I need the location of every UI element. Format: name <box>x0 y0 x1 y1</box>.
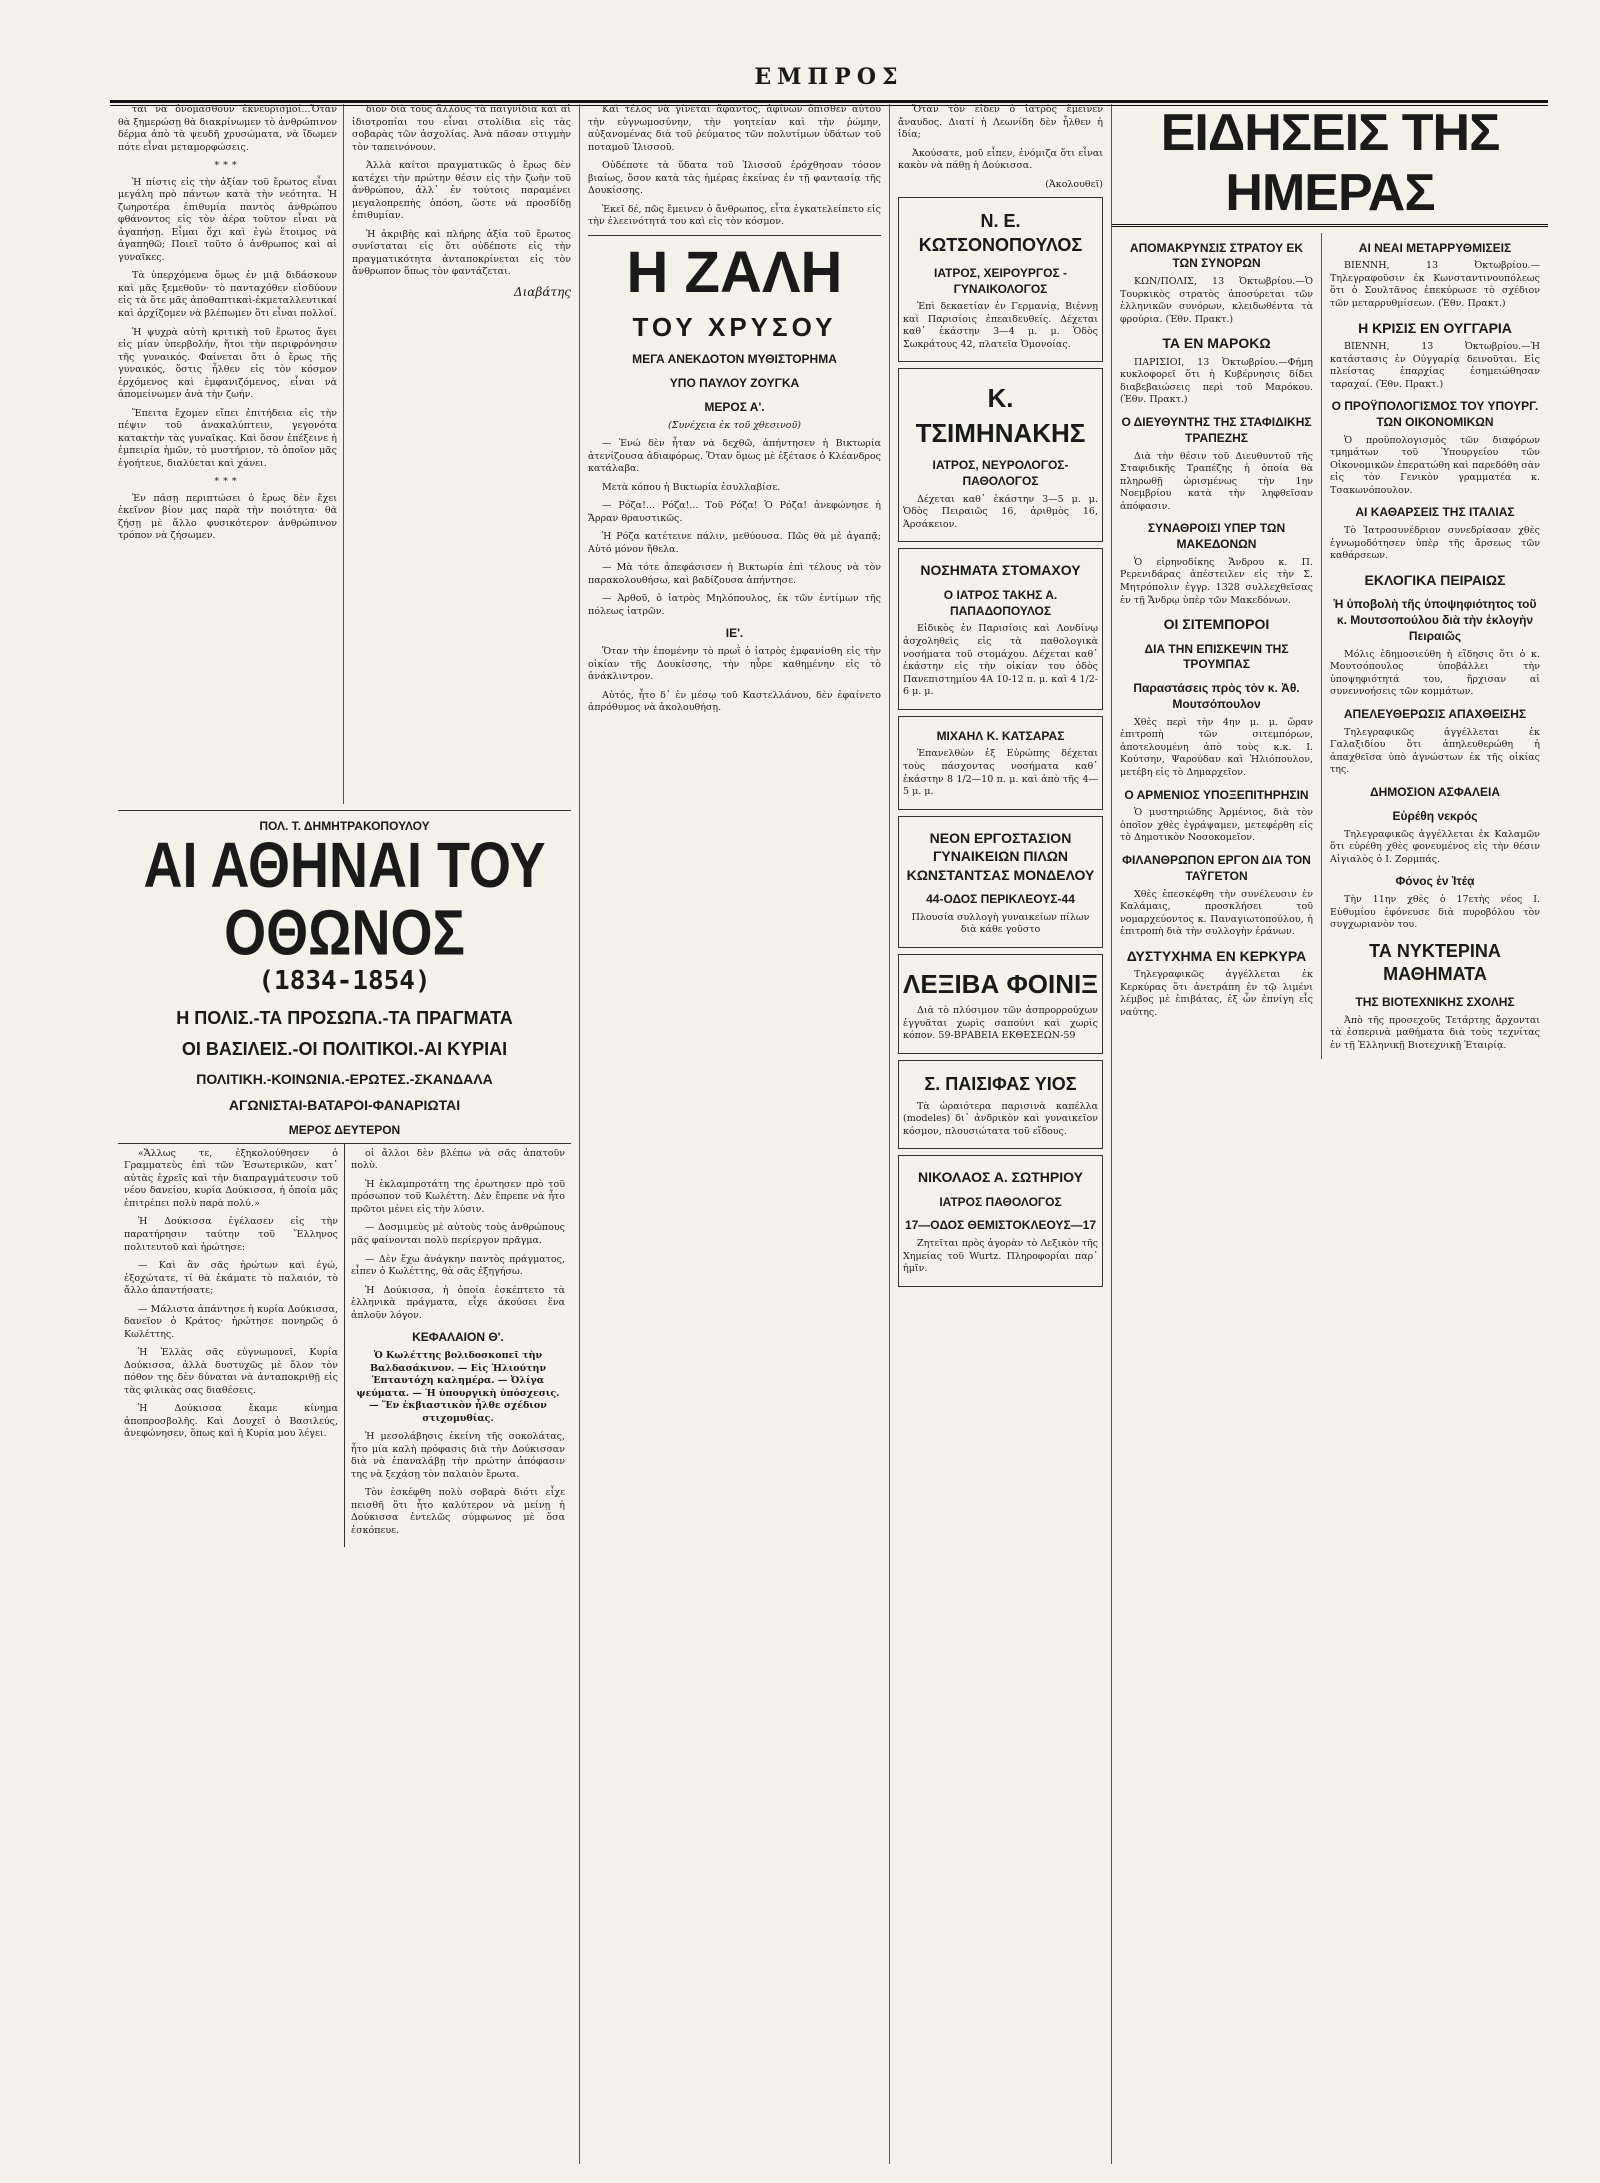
news-subheadline: Εὑρέθη νεκρός <box>1392 808 1478 823</box>
ad-title: ΙΑΤΡΟΣ, ΧΕΙΡΟΥΡΓΟΣ - ΓΥΝΑΙΚΟΛΟΓΟΣ <box>934 265 1067 296</box>
news-text: Χθὲς περὶ τὴν 4ην μ. μ. ὥραν ἐπιτροπὴ τῶν σιτεμπόρων, ἀποτελουμένη ἀπὸ τοὺς κ.κ. Ι. Κούτσην, Ψαρούδαν καὶ Ἠλιόπουλον, μετέβη εἰς τὸ Δημαρχεῖον. <box>1120 716 1313 778</box>
ad-text: Διὰ τὸ πλύσιμον τῶν ἀσπρορρούχων ἐγγυᾶται χωρὶς σαπούνι καὶ χωρὶς κόπον. 59-ΒΡΑΒΕΙΑ ΕΚΘΕΣΕΩΝ-59 <box>903 1005 1098 1042</box>
ad-text: Τὰ ὡραιότερα παρισινὰ καπέλλα (modeles) δι᾿ ἀνδρικὸν καὶ γυναικεῖον κόσμον, πλουσιώτατα τοῦ εἴδους. <box>903 1100 1098 1137</box>
serial-paragraph: οἱ ἄλλοι δὲν βλέπω νὰ σᾶς ἀπατοῦν πολὺ. <box>351 1147 565 1172</box>
news-heading: ΕΙΔΗΣΕΙΣ ΤΗΣ ΗΜΕΡΑΣ <box>1112 104 1548 227</box>
novel-paragraph: Αὐτός, ἦτο δ᾿ ἐν μέσῳ τοῦ Καστελλάνου, δὲν ἐφαίνετο ἀπρόθυμος νὰ ἀκολουθήσῃ. <box>588 689 881 714</box>
newspaper-title: ΕΜΠΡΟΣ <box>754 64 904 90</box>
news-headline: ΔΥΣΤΥΧΗΜΑ ΕΝ ΚΕΡΚΥΡΑ <box>1126 947 1307 964</box>
chapter-summary: Ὁ Κωλέττης βολιδοσκοπεῖ τὴν Βαλδασάκινον. — Εἰς Ἠλιούτην Ἑπταυτόχη καλημέρα. — Ὀλίγα ψεύματα. — Ἡ ὑπουργικὴ ὑπόσχεσις. — Ἕν ἐκβιαστικὸν ἦλθε σχέδιον στιχομυθίας. <box>356 1349 560 1424</box>
essay-paragraph: Ἔπειτα ἔχομεν εἴπει ἐπιτήδεια εἰς τὴν πέψιν τοῦ ἀνακαλύπτειν, γεγονότα κατακτὴν τὰς γυναῖκας. Καὶ ὅσον ἐπέξεινε ἡ ἐμπειρία ἡμῶν, τὸ μυστήριον, τὸ ὁποῖον μᾶς ἐγοήτευε, διαλύεται καὶ χάνει. <box>118 407 337 469</box>
serial-subtitle: ΠΟΛΙΤΙΚΗ.-ΚΟΙΝΩΝΙΑ.-ΕΡΩΤΕΣ.-ΣΚΑΝΔΑΛΑ <box>196 1071 493 1088</box>
news-text: Τὸ Ἰατροσυνέδριον συνεδρίασαν χθὲς ἐγνωμοδότησεν ὑπὲρ τῆς ἄρσεως τῶν καθάρσεων. <box>1330 525 1540 562</box>
novel-continued: (Συνέχεια ἐκ τοῦ χθεσινοῦ) <box>668 419 801 431</box>
column-ads <box>890 104 1112 2164</box>
news-headline: ΑΠΟΜΑΚΡΥΝΣΙΣ ΣΤΡΑΤΟΥ ΕΚ ΤΩΝ ΣΥΝΟΡΩΝ <box>1129 240 1304 271</box>
novel-paragraph: Μετὰ κόπου ἡ Βικτωρία ἐσυλλαβίσε. <box>602 481 781 493</box>
news-subheadline: Φόνος ἐν Ἰτέᾳ <box>1395 874 1475 889</box>
news-text: Διὰ τὴν θέσιν τοῦ Διευθυντοῦ τῆς Σταφιδικῆς Τραπέζης ἡ ὁποία θὰ πληρωθῇ ὡρισμένως τὴν 1ην Νοεμβρίου κατὰ τὴν ληφθεῖσαν ἀπόφασιν. <box>1120 450 1313 512</box>
story-paragraph: Ὅταν τὸν εἶδεν ὁ ἰατρὸς ἔμεινεν ἄναυδος. Διατί ἡ Λεωνίδη δὲν ἦλθεν ἡ ἰδία; <box>898 104 1103 141</box>
news-headline: ΑΠΕΛΕΥΘΕΡΩΣΙΣ ΑΠΑΧΘΕΙΣΗΣ <box>1343 706 1527 721</box>
novel-paragraph: — Ρόζα!... Ρόζα!... Τοῦ Ρόζα! Ὁ Ρόζα! ἀνεφώνησε ἡ Ἄρραν θραυστικῶς. <box>588 500 881 524</box>
novel-title-2: ΤΟΥ ΧΡΥΣΟΥ <box>632 311 837 342</box>
news-subheadline: ΤΗΣ ΒΙΟΤΕΧΝΙΚΗΣ ΣΧΟΛΗΣ <box>1355 995 1515 1010</box>
novel-paragraph: — Ἐνώ δὲν ἦταν νὰ δεχθῶ, ἀπήντησεν ἡ Βικτωρία ἀτενίζουσα ἀδιαφόρως. Ὅταν ὅμως μὲ ἐξέτασε ὁ Κλέανδρος κατάλαβα. <box>588 438 881 475</box>
ad-tsiminakis <box>898 368 1103 542</box>
news-text: Ἀπὸ τῆς προσεχοῦς Τετάρτης ἄρχονται τὰ ἑσπερινὰ μαθήματα διὰ τοὺς τεχνίτας ἐν τῇ Ἑλληνικῇ Βιοτεχνικῇ Ἑταιρίᾳ. <box>1330 1014 1540 1051</box>
ad-text: Ἐπανελθὼν ἐξ Εὐρώπης δέχεται τοὺς πάσχοντας νοσήματα καθ᾿ ἑκάστην 8 1/2—10 π. μ. καὶ ἀπὸ τῆς 4—5 μ. μ. <box>903 748 1098 798</box>
essay-paragraph: Ἡ ἀκριβὴς καὶ πλήρης ἀξία τοῦ ἔρωτος συνίσταται εἰς ὅτι οὐδέποτε εἰς τὴν πραγματικότητα ἀνταποκρίνεται εἰς τὸν ἄνθρωπον ὅπως τὸν φαντάζεται. <box>352 228 571 278</box>
serial-subtitle: ΟΙ ΒΑΣΙΛΕΙΣ.-ΟΙ ΠΟΛΙΤΙΚΟΙ.-ΑΙ ΚΥΡΙΑΙ <box>181 1039 508 1060</box>
novel-section: ΙΕ'. <box>725 626 744 641</box>
ad-name: ΝΙΚΟΛΑΟΣ Α. ΣΩΤΗΡΙΟΥ <box>918 1169 1083 1186</box>
news-headline: ΤΑ ΝΥΚΤΕΡΙΝΑ ΜΑΘΗΜΑΤΑ <box>1369 940 1501 985</box>
news-subheadline: ΔΙΑ ΤΗΝ ΕΠΙΣΚΕΨΙΝ ΤΗΣ ΤΡΟΥΜΠΑΣ <box>1144 641 1289 672</box>
serial-body <box>118 1143 571 1548</box>
novel-paragraph: Ἡ Ρόζα κατέτεινε πάλιν, μεθύουσα. Πῶς θὰ μὲ ἀγαπᾷ; Αὐτό μόνον ἤθελα. <box>588 531 881 555</box>
news-subheadline: Παραστάσεις πρὸς τὸν κ. Ἀθ. Μουτσόπουλον <box>1133 681 1300 712</box>
news-headline: Ο ΑΡΜΕΝΙΟΣ ΥΠΟΞΕΠΙΤΗΡΗΣΙΝ <box>1124 787 1309 802</box>
chapter-heading: ΚΕΦΑΛΑΙΟΝ Θ'. <box>412 1330 504 1345</box>
separator-stars: *** <box>214 476 241 488</box>
news-headline: ΑΙ ΚΑΘΑΡΣΕΙΣ ΤΗΣ ΙΤΑΛΙΑΣ <box>1355 505 1515 520</box>
essay-paragraph: διον διὰ τοὺς ἄλλους τὰ παιγνίδια καὶ αἱ ἰδιοτροπίαι του εἶναι στολίδια εἰς τὰς σοβαρὰς τῶν ἀσχολίας. Ἀνὰ πᾶσαν στιγμὴν τὸν ταπεινόνουν. <box>352 104 571 153</box>
columns <box>110 104 1548 2164</box>
ad-name: ΝΟΣΗΜΑΤΑ ΣΤΟΜΑΧΟΥ <box>920 562 1081 579</box>
news-text: Τηλεγραφικῶς ἀγγέλλεται ἐκ Γαλαξιδίου ὅτι ἀπηλευθερώθη ἡ ἀπαχθεῖσα ὑπὸ ἀγνώστων ἐκ τῆς οἰκίας της. <box>1330 726 1540 776</box>
news-headline: Η ΚΡΙΣΙΣ ΕΝ ΟΥΓΓΑΡΙΑ <box>1358 319 1512 336</box>
news-text: Ὁ προϋπολογισμὸς τῶν διαφόρων τμημάτων τοῦ Ὑπουργείου τῶν Οἰκονομικῶν ἐπερατώθη καὶ παρεδόθη σὰν εἰς τὸν Γενικὸν γραμματέα κ. Τσακωνόπουλον. <box>1330 434 1540 496</box>
news-text: Τὴν 11ην χθὲς ὁ 17ετὴς νέος Ι. Εὐθυμίου ἐφόνευσε διὰ πυροβόλου τὸν συγχωριανὸν του. <box>1330 893 1540 931</box>
serial-paragraph: Ἡ μεσολάβησις ἐκείνη τῆς σοκολάτας, ἦτο μία καλὴ πρόφασις διὰ τὴν Δούκισσαν διὰ νὰ ἐπαναλάβῃ τὴν πρώτην ἀπόφασιν της νὰ ξεχάσῃ τὸν παλαιὸν ἔρωτα. <box>351 1431 565 1480</box>
serial-title: ΑΙ ΑΘΗΝΑΙ ΤΟΥ ΟΘΩΝΟΣ <box>143 830 546 968</box>
news-text: Χθὲς ἐπεσκέφθη τὴν συνέλευσιν ἐν Καλάμαις, προσκλήσει τοῦ νομαρχεύοντος κ. Παναγιωτοπούλου, ἡ ἐπιτροπὴ διὰ τὴν συλλογὴν ἐράνων. <box>1120 888 1313 938</box>
serial-subtitle: ΑΓΩΝΙΣΤΑΙ-ΒΑΤΑΡΟΙ-ΦΑΝΑΡΙΩΤΑΙ <box>228 1097 461 1114</box>
novel-author: ΥΠΟ ΠΑΥΛΟΥ ΖΟΥΓΚΑ <box>669 375 800 390</box>
serial-paragraph: — Μάλιστα ἀπάντησε ἡ κυρία Δούκισσα, δανεῖον ὁ Κράτος· ἠρώτησε πονηρῶς ὁ Κωλέττης. <box>124 1303 338 1340</box>
column-novel <box>580 104 890 2164</box>
serial-paragraph: Ἡ ἐκλαμπροτάτη της ἐρωτησεν πρὸ τοῦ πρόσωπον τοῦ Κωλέττη. Δὲν ἔπρεπε νὰ ἦτο πρῶτοι μένει εἰς τὴν λύσιν. <box>351 1178 565 1215</box>
column-news-2 <box>1322 233 1548 1059</box>
separator-stars: *** <box>214 160 241 172</box>
ad-text: Δέχεται καθ᾿ ἑκάστην 3—5 μ. μ. Ὁδὸς Πειραιῶς 16, ἀριθμὸς 16, Ἀρσάκειον. <box>903 493 1098 530</box>
serial-author: ΠΟΛ. Τ. ΔΗΜΗΤΡΑΚΟΠΟΥΛΟΥ <box>259 819 430 833</box>
news-headline: ΣΥΝΑΘΡΟΙΣΙ ΥΠΕΡ ΤΩΝ ΜΑΚΕΔΟΝΩΝ <box>1147 521 1286 552</box>
novel-paragraph: Καὶ τέλος νὰ γίνεται ἄφαντος, ἀφίνων ὄπισθεν αὐτοῦ τὴν εὐγνωμοσύνην, τὴν γοητείαν καὶ τὴν ῥώμην, αὐξανομένας διὰ τοῦ ῥεύματος τῶν πολυτίμων ὑδάτων τοῦ ποταμοῦ Ἰλισσοῦ. <box>588 104 881 153</box>
to-be-continued: (Ἀκολουθεῖ) <box>1045 178 1103 190</box>
ad-text: Ζητεῖται πρὸς ἀγορὰν τὸ Λεξικὸν τῆς Χημείας τοῦ Wurtz. Πληροφορίαι παρ᾿ ἡμῖν. <box>903 1238 1098 1275</box>
divider <box>118 810 571 811</box>
serial-paragraph: Ἡ Ἑλλὰς σᾶς εὐγνωμονεῖ, Κυρία Δούκισσα, ἀλλὰ δυστυχῶς μὲ ὅλον τὸν πόθον της δὲν δύναται νὰ ἀνταποκριθῇ εἰς τὰς φιλικὰς σας διαθέσεις. <box>124 1347 338 1396</box>
ad-name: Ν. Ε. ΚΩΤΣΟΝΟΠΟΥΛΟΣ <box>918 211 1083 255</box>
ad-hats <box>898 816 1103 948</box>
news-subheadline: Ἡ ὑποβολὴ τῆς ὑποψηφιότητος τοῦ κ. Μουτσοπούλου διὰ τὴν ἐκλογὴν Πειραιῶς <box>1333 597 1537 643</box>
news-text: ΒΙΕΝΝΗ, 13 Ὀκτωβρίου.—Τηλεγραφοῦσιν ἐκ Κωνσταντινουπόλεως ὅτι ὁ Σουλτᾶνος ἐπεκύρωσε τὸ σχέδιον τῶν μεταρρυθμίσεων. (Ἐθν. Πρακτ.) <box>1330 260 1540 310</box>
novel-paragraph: — Ἀρθοῦ, ὁ ἰατρὸς Μηλόπουλος, ἐκ τῶν ἐντίμων τῆς πόλεως ἰατρῶν. <box>588 593 881 617</box>
news-text: Τηλεγραφικῶς ἀγγέλλεται ἐκ Καλαμῶν ὅτι εὑρέθη χθὲς φονευμένος εἰς τὴν θέσιν Αἰγιαλὸς ὁ Ι. Ζορμπάς. <box>1330 828 1540 865</box>
ad-text: Ἐπὶ δεκαετίαν ἐν Γερμανίᾳ, Βιέννῃ καὶ Παρισίοις ἐπεαιδευθείς. Δέχεται καθ᾿ ἑκάστην 3—4 μ. μ. Ὁδὸς Σωκράτους 42, πλατεῖα Ὁμονοίας. <box>903 301 1098 350</box>
news-headline: ΕΚΛΟΓΙΚΑ ΠΕΙΡΑΙΩΣ <box>1364 571 1506 588</box>
serial-paragraph: Τὸν ἐσκέφθη πολὺ σοβαρὰ διότι εἶχε πεισθῆ ὅτι ἦτο καλύτερον νὰ μείνῃ ἡ Δούκισσα ἐντελῶς σύμφωνος μὲ ὅσα ἐσκόπευε. <box>351 1487 565 1536</box>
essay-signature: Διαβάτης <box>513 284 571 299</box>
news-headline: ΔΗΜΟΣΙΟΝ ΑΣΦΑΛΕΙΑ <box>1369 784 1501 799</box>
novel-part: ΜΕΡΟΣ Α'. <box>704 399 765 414</box>
ad-text: Εἰδικὸς ἐν Παρισίοις καὶ Λονδίνῳ ἀσχοληθεὶς εἰς τὰ παθολογικὰ νοσήματα τοῦ στομάχου. Δέχεται καθ᾿ ἑκάστην εἰς τὴν οἰκίαν του ὁδὸς Πανεπιστημίου 4Α 10-12 π. μ. καὶ 4 1/2-6 μ. μ. <box>903 623 1098 698</box>
news-headline: ΤΑ ΕΝ ΜΑΡΟΚΩ <box>1162 335 1271 352</box>
news-headline: Ο ΠΡΟΫΠΟΛΟΓΙΣΜΟΣ ΤΟΥ ΥΠΟΥΡΓ. ΤΩΝ ΟΙΚΟΝΟΜΙΚΩΝ <box>1331 399 1539 429</box>
novel-paragraph: Ὅταν τὴν ἑπομένην τὸ πρωῒ ὁ ἰατρὸς ἐμφανίσθη εἰς τὴν οἰκίαν τῆς Δουκίσσης, τὴν ηὗρε καθημένην εἰς τὸ ἀνάκλιντρον. <box>588 646 881 683</box>
essay-paragraph: Τὰ ὑπερχόμενα ὅμως ἐν μιᾷ διδάσκουν καὶ μᾶς ξεμεθοῦν· τὸ πανταχόθεν εἰσδύουν εἰς τὰ ὅτε μᾶς ἀποθαπτικαὶ-ἐκμεταλλευτικαί καὶ ἀρχίζομεν νὰ βλέπωμεν ὅτι εἶναι πολλοί. <box>118 270 337 319</box>
ad-name: ΝΕΟΝ ΕΡΓΟΣΤΑΣΙΟΝ ΓΥΝΑΙΚΕΙΩΝ ΠΙΛΩΝ ΚΩΝΣΤΑΝΤΣΑΣ ΜΟΝΔΕΛΟΥ <box>906 829 1095 883</box>
ad-kotsonopoulos <box>898 197 1103 362</box>
serial-paragraph: Ἡ Δούκισσα, ἡ ὁποία ἐσκέπτετο τὰ ἑλληνικὰ πράγματα, εἶχε ἀκούσει ἕνα ἀπλοῦν λόγον. <box>351 1284 565 1321</box>
ad-name: ΛΕΞΙΒΑ ΦΟΙΝΙΞ <box>903 968 1098 999</box>
story-paragraph: Ἀκούσατε, μοῦ εἶπεν, ἐνόμιζα ὅτι εἶναι κακὸν νὰ πάθῃ ἡ Δούκισσα. <box>898 147 1103 172</box>
essay-paragraph: Ἀλλὰ καίτοι πραγματικῶς ὁ ἔρως δὲν κατέχει τὴν πρώτην θέσιν εἰς τὴν ζωὴν τοῦ ἀνθρώπου, ἀλλ᾿ ἐν τούτοις παραμένει μεγαλοπρεπὴς ὁπόση, ὥστε νὰ προσδίδῃ ἐπιθυμίαν. <box>352 160 571 222</box>
ad-name: Κ. ΤΣΙΜΗΝΑΚΗΣ <box>915 383 1086 448</box>
news-text: Μόλις ἐδημοσιεύθη ἡ εἴδησις ὅτι ὁ κ. Μουτσόπουλος ὑποβάλλει τὴν ὑποψηφιότητά του, ἤρχισαν αἱ συνεννοήσεις τῶν κομμάτων. <box>1330 648 1540 698</box>
novel-paragraph: Οὐδέποτε τὰ ὕδατα τοῦ Ἰλισσοῦ ἐρόχθησαν τόσον βιαίως, ὅσον κατὰ τὰς ἡμέρας ἐκείνας ἐν τῇ φαντασίᾳ τῆς Δουκίσσης. <box>588 160 881 197</box>
news-text: ΚΩΝ/ΠΟΛΙΣ, 13 Ὀκτωβρίου.—Ὁ Τουρκικὸς στρατὸς ἀποσύρεται τῶν ἑλληνικῶν συνόρων, κλειδωθέντα τὰ φρούρια. (Ἐθν. Πρακτ.) <box>1120 276 1313 325</box>
novel-title: Η ΖΑΛΗ <box>626 239 843 305</box>
ad-katsaras <box>898 716 1103 810</box>
masthead <box>110 0 1548 104</box>
column-news-1 <box>1112 233 1322 1059</box>
masthead-rule <box>110 100 1548 106</box>
news-headline: Ο ΔΙΕΥΘΥΝΤΗΣ ΤΗΣ ΣΤΑΦΙΔΙΚΗΣ ΤΡΑΠΕΖΗΣ <box>1121 414 1312 445</box>
serial-paragraph: «Ἄλλως τε, ἐξηκολούθησεν ὁ Γραμματεὺς ἐπὶ τῶν Ἐσωτερικῶν, κατ᾿ αὐτὰς ἐχρεῖς καὶ τὴν διαπραγμάτευσιν τοῦ νέου δανείου, κυρία Δούκισσα, ἡ ὁποία μᾶς ἐπιτρέπει πολὺ παρὰ πολύ.» <box>124 1147 338 1209</box>
ad-name: Σ. ΠΑΙΣΙΦΑΣ ΥΙΟΣ <box>924 1073 1077 1094</box>
ad-title: ΙΑΤΡΟΣ ΠΑΘΟΛΟΓΟΣ <box>939 1194 1062 1209</box>
serial-paragraph: — Δὲν ἔχω ἀνάγκην παντὸς πράγματος, εἶπεν ὁ Κωλέττης, θὰ σᾶς ἐξηγήσω. <box>351 1253 565 1278</box>
serial-years: (1834-1854) <box>258 966 431 997</box>
novel-paragraph: — Μὰ τότε ἀπεφάσισεν ἡ Βικτωρία ἐπὶ τέλους νὰ τὸν παρακολουθήσω, καὶ βαδίζουσα ἀπήντησε. <box>588 562 881 586</box>
ad-name: ΜΙΧΑΗΛ Κ. ΚΑΤΣΑΡΑΣ <box>936 728 1065 743</box>
news-text: Ὁ μυστηριώδης Ἀρμένιος, διὰ τὸν ὁποῖον χθὲς ἐγράψαμεν, μετεφέρθη εἰς τὸ Δημοτικὸν Νοσοκομεῖον. <box>1120 807 1313 844</box>
ad-lexiva <box>898 954 1103 1054</box>
ad-stomach <box>898 548 1103 709</box>
ad-text: Πλουσία συλλογὴ γυναικείων πίλων διὰ κάθε γοῦστο <box>911 911 1090 936</box>
news-section <box>1112 104 1548 2164</box>
serial-paragraph: Ἡ Δούκισσα ἔκαμε κίνημα ἀποπροσβολῆς. Καὶ Δουχεῖ ὁ Βασιλεύς, ἀνεφώνησεν, ὅπως καὶ ἡ Κυρία μου λέγει. <box>124 1403 338 1440</box>
ad-address: 17—ΟΔΟΣ ΘΕΜΙΣΤΟΚΛΕΟΥΣ—17 <box>904 1218 1097 1233</box>
news-headline: ΟΙ ΣΙΤΕΜΠΟΡΟΙ <box>1163 616 1270 633</box>
serial-part: ΜΕΡΟΣ ΔΕΥΤΕΡΟΝ <box>288 1122 401 1137</box>
novel-paragraph: Ἐκεῖ δέ, πῶς ἔμεινεν ὁ ἄνθρωπος, εἶτα ἐγκατελείπετο εἰς τὴν ἐλεεινότητά του καὶ εἰς τὸν κόσμον. <box>588 203 881 228</box>
news-text: Τηλεγραφικῶς ἀγγέλλεται ἐκ Κερκύρας ὅτι ἀνετράπη ἐν τῷ λιμένι λέμβος μὲ ἐπιβάτας, ἐξ ὧν ἐπνίγη εἷς ναύτης. <box>1120 969 1313 1018</box>
ad-title: Ο ΙΑΤΡΟΣ ΤΑΚΗΣ Α. ΠΑΠΑΔΟΠΟΥΛΟΣ <box>943 587 1058 618</box>
essay-paragraph: Ἡ ψυχρὰ αὐτὴ κριτικὴ τοῦ ἔρωτος ἄγει εἰς μίαν ὑπερβολήν, ἤτοι τὴν περιφρόνησιν τῆς γυναικός. Φαίνεται ὅτι ὁ ἔρως τῆς γυναικός, ὅστις ἦλθεν εἰς τὸν κόσμον ἐρχόμενος καὶ ἐμφανιζόμενος, εἶναι νὰ ἀπομείνωμεν ἀνὰ τὴν ζωήν. <box>118 326 337 401</box>
serial-paragraph: Ἡ Δούκισσα ἐγέλασεν εἰς τὴν παρατήρησιν ταύτην τοῦ Ἕλληνος πολιτευτοῦ καὶ ἠρώτησε: <box>124 1216 338 1253</box>
column-1 <box>110 104 580 2164</box>
serial-paragraph: — Καὶ ἂν σᾶς ἠρώτων καὶ ἐγώ, ἐξοχώτατε, τί θὰ ἐκάματε τὸ παλαιόν, τὸ ἄλλο ἀπαντήσατε; <box>124 1260 338 1297</box>
essay-paragraph: ται νὰ ὀνομασθοῦν ἐκνευρισμοί...Ὅταν θὰ ξημερώσῃ θὰ διακρίνωμεν τὸ ἀνθρώπινον δέρμα ἀπὸ τὰ ψευδῆ χρυσώματα, νὰ ἴδωμεν πότε εἶναι μεταμορφώσεις. <box>118 104 337 153</box>
divider <box>588 235 881 236</box>
ad-title: ΙΑΤΡΟΣ, ΝΕΥΡΟΛΟΓΟΣ-ΠΑΘΟΛΟΓΟΣ <box>932 458 1069 488</box>
news-text: ΠΑΡΙΣΙΟΙ, 13 Ὀκτωβρίου.—Φήμη κυκλοφορεῖ ὅτι ἡ Κυβέρνησις δίδει διαβεβαιώσεις περὶ τοῦ Μαρόκου. (Ἐθν. Πρακτ.) <box>1120 356 1313 406</box>
news-headline: ΦΙΛΑΝΘΡΩΠΟΝ ΕΡΓΟΝ ΔΙΑ ΤΟΝ ΤΑΫΓΕΤΟΝ <box>1122 852 1311 883</box>
serial-paragraph: — Δοσμιμεὺς μὲ αὐτοὺς τοὺς ἀνθρώπους μᾶς φαίνονται πολὺ περίεργον πρᾶγμα. <box>351 1222 565 1246</box>
news-text: Ὁ εἰρηνοδίκης Ἄνδρου κ. Π. Ρερενιδάρας ἀπέστειλεν εἰς τὴν Σ. Μητρόπολιν ἐγγρ. 1328 συλλεχθεῖσας ἐν τῇ Ἄνδρῳ ὑπὲρ τῶν Μακεδόνων. <box>1120 556 1313 606</box>
ad-sotiriou <box>898 1155 1103 1287</box>
ad-paisifas <box>898 1060 1103 1149</box>
essay-paragraph: Ἐν πάσῃ περιπτώσει ὁ ἔρως δὲν ἔχει ἐκεῖνον βίον μας παρὰ τὴν ποιότητα· θὰ ζήσῃ μὲ ἄλλο φυσικότερον ἀνθρώπινον τρόπον νὰ ζήσωμεν. <box>118 492 337 542</box>
essay-paragraph: Ἡ πίστις εἰς τὴν ἀξίαν τοῦ ἔρωτος εἶναι μεγάλη πρὸ πάντων κατὰ τὴν νεότητα. Ἡ ζωηροτέρα ἐπιθυμία παντὸς ἀνθρώπου φθάνοντος εἰς τὸν ἀέρα τοῦτον εἶναι νὰ ἀγαπήσῃ. Εἶμαι ὄχι καὶ ἐγὼ ἕτοιμος νὰ ἀγαπηθῶ; Ποιεῖ τοῦτο ὁ ἀνθρωπος καὶ αἱ γυναῖκες. <box>118 176 337 263</box>
serial-subtitle: Η ΠΟΛΙΣ.-ΤΑ ΠΡΟΣΩΠΑ.-ΤΑ ΠΡΑΓΜΑΤΑ <box>176 1007 513 1028</box>
ad-address: 44-ΟΔΟΣ ΠΕΡΙΚΛΕΟΥΣ-44 <box>926 892 1075 907</box>
news-headline: ΑΙ ΝΕΑΙ ΜΕΤΑΡΡΥΘΜΙΣΕΙΣ <box>1358 240 1512 255</box>
novel-subtitle: ΜΕΓΑ ΑΝΕΚΔΟΤΟΝ ΜΥΘΙΣΤΟΡΗΜΑ <box>632 352 837 367</box>
news-text: ΒΙΕΝΝΗ, 13 Ὀκτωβρίου.—Ἡ κατάστασις ἐν Οὐγγαρίᾳ δεινοῦται. Εἰς πλείστας ἐπαρχίας ἐσημειώθησαν ταραχαί. (Ἐθν. Πρακτ.) <box>1330 341 1540 390</box>
